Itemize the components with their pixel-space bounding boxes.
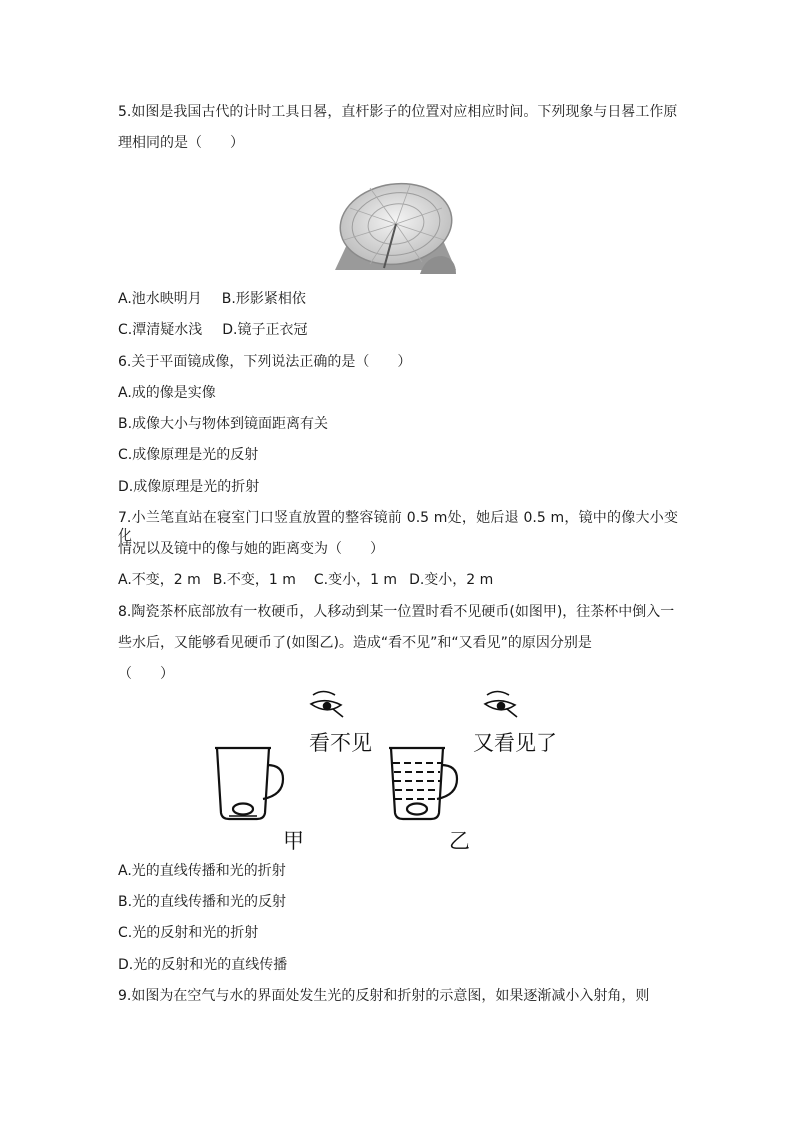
q8-stem-line2: 些水后，又能够看见硬币了(如图乙)。造成“看不见”和“又看见”的原因分别是 [118, 635, 592, 651]
q6-option-b[interactable]: B.成像大小与物体到镜面距离有关 [118, 416, 329, 432]
q7-option-b[interactable]: B.不变，1 m [212, 572, 296, 588]
q8-stem-line1: 8.陶瓷茶杯底部放有一枚硬币，人移动到某一位置时看不见硬币(如图甲)，往茶杯中倒入一 [118, 604, 675, 620]
q7-stem-line2: 情况以及镜中的像与她的距离变为（ ） [118, 541, 384, 557]
q5-stem-line1: 5.如图是我国古代的计时工具日晷，直杆影子的位置对应相应时间。下列现象与日晷工作原 [118, 104, 678, 120]
figure-caption-yi: 乙 [449, 829, 470, 853]
q8-option-a[interactable]: A.光的直线传播和光的折射 [118, 863, 286, 879]
q6-option-a[interactable]: A.成的像是实像 [118, 385, 216, 401]
sundial-image [330, 178, 460, 274]
q5-option-b[interactable]: B.形影紧相依 [221, 291, 306, 307]
cup-yi [389, 748, 457, 819]
cup-jia [215, 748, 283, 819]
q6-option-c[interactable]: C.成像原理是光的反射 [118, 447, 259, 463]
figure-caption-jia: 甲 [283, 829, 304, 853]
water-lines [393, 763, 441, 799]
q5-option-a[interactable]: A.池水映明月 [118, 291, 202, 307]
q7-stem-line1: 7.小兰笔直站在寝室门口竖直放置的整容镜前 0.5 m处，她后退 0.5 m，镜中的像大小变化 [118, 510, 678, 544]
q8-option-c[interactable]: C.光的反射和光的折射 [118, 925, 259, 941]
eye-left-icon [311, 692, 343, 718]
q8-option-d[interactable]: D.光的反射和光的直线传播 [118, 957, 288, 973]
q5-option-c[interactable]: C.潭清疑水浅 [118, 322, 203, 338]
q5-options-row1 [118, 290, 306, 308]
eye-right-icon [485, 692, 517, 718]
figure-label-see-again: 又看见了 [473, 731, 557, 755]
figure-label-cannot-see: 看不见 [309, 731, 372, 755]
q6-option-d[interactable]: D.成像原理是光的折射 [118, 479, 260, 495]
q5-option-d[interactable]: D.镜子正衣冠 [222, 322, 308, 338]
q7-options-row [118, 571, 493, 589]
q5-stem-line2: 理相同的是（ ） [118, 135, 244, 151]
cup-coin-figure [205, 685, 595, 855]
q7-option-c[interactable]: C.变小，1 m [313, 572, 398, 588]
q5-options-row2 [118, 321, 307, 339]
q8-stem-line3: （ ） [118, 666, 174, 682]
q9-stem-line1: 9.如图为在空气与水的界面处发生光的反射和折射的示意图，如果逐渐减小入射角，则 [118, 988, 650, 1004]
q8-option-b[interactable]: B.光的直线传播和光的反射 [118, 894, 287, 910]
q7-option-a[interactable]: A.不变，2 m [118, 572, 201, 588]
q7-option-d[interactable]: D.变小，2 m [409, 572, 494, 588]
q6-stem: 6.关于平面镜成像，下列说法正确的是（ ） [118, 354, 412, 370]
